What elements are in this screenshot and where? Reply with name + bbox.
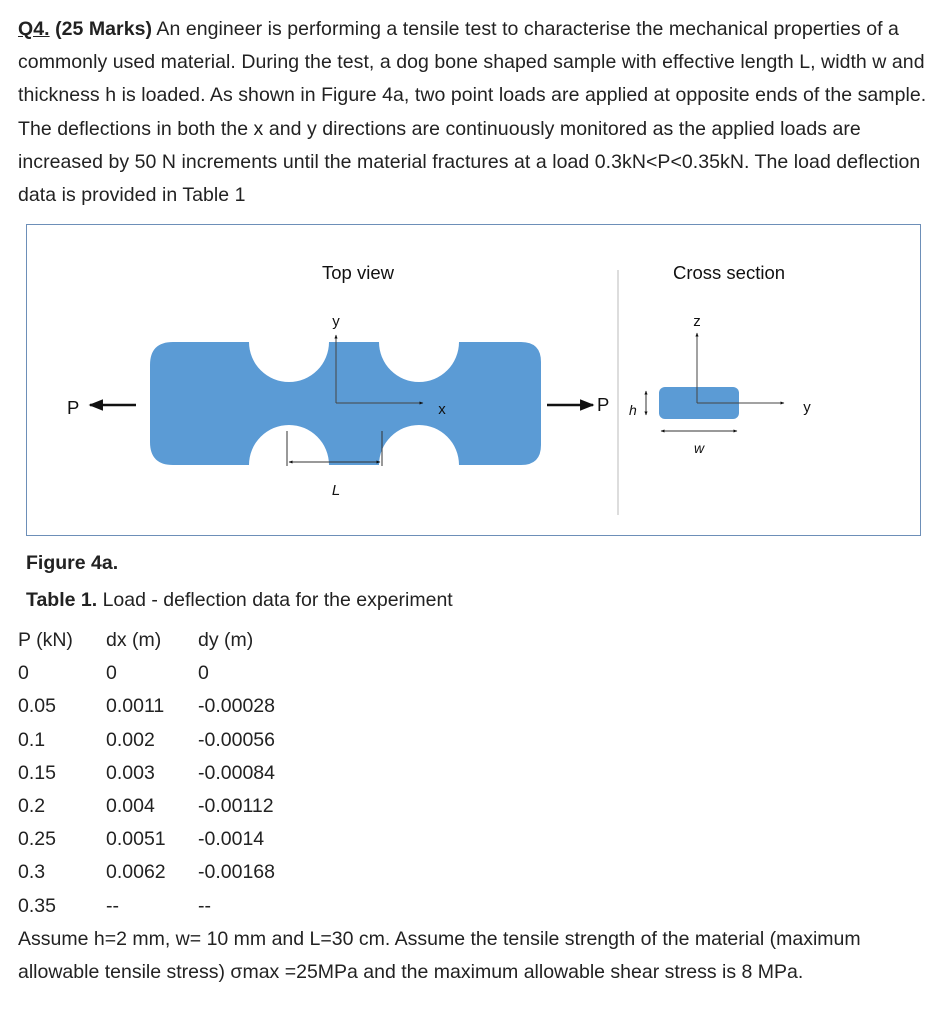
load-p-right: P — [597, 394, 610, 415]
cell-p: 0.2 — [18, 795, 46, 818]
y-axis-label: y — [332, 313, 340, 330]
cell-dx: 0.0062 — [106, 861, 166, 884]
table-row — [18, 823, 318, 856]
top-view-title: Top view — [322, 262, 394, 283]
table-header-row — [18, 624, 318, 657]
table-row — [18, 657, 318, 690]
figure-caption — [26, 551, 118, 575]
cell-p: 0.05 — [18, 695, 56, 718]
table-caption — [26, 588, 453, 612]
table-row — [18, 690, 318, 723]
cell-dy: -- — [198, 894, 211, 917]
table-row — [18, 890, 318, 923]
z-axis-label: z — [693, 313, 701, 330]
cell-dy: -0.00028 — [198, 695, 275, 718]
l-dimension-label: L — [331, 482, 341, 499]
cell-p: 0.35 — [18, 894, 56, 917]
header-dy: dy (m) — [198, 629, 254, 652]
y-cross-axis-label: y — [803, 399, 811, 416]
assumption-text: Assume h=2 mm, w= 10 mm and L=30 cm. Assume the tensile strength of the material (maximum allowable tensile stress) σmax =25MPa and the maximum allowable shear stress is 8 MPa. — [18, 928, 861, 984]
cell-dx: -- — [106, 894, 119, 917]
question-text — [18, 13, 933, 212]
figure-caption-text: Figure 4a. — [26, 552, 119, 574]
h-dimension-label: h — [629, 402, 637, 418]
cell-dy: 0 — [198, 662, 209, 685]
cell-dx: 0.003 — [106, 761, 155, 784]
cell-dy: -0.0014 — [198, 828, 265, 851]
question-body: An engineer is performing a tensile test to characterise the mechanical properties of a commonly used material. During the test, a dog bone shaped sample with effective length L, width w and thickness h is loaded. As shown in Figure 4a, two point loads are applied at opposite ends of the sample. The deflections in both the x and y directions are continuously monitored as the applied loads are increased by 50 N increments until the material fractures at a load 0.3kN<P<0.35kN. The load deflection data is provided in Table 1 — [18, 18, 927, 207]
question-marks: (25 Marks) — [55, 18, 153, 40]
cell-p: 0.25 — [18, 828, 56, 851]
table-row — [18, 757, 318, 790]
x-axis-label: x — [438, 401, 446, 418]
cell-dy: -0.00168 — [198, 861, 275, 884]
figure-svg — [27, 225, 922, 537]
table-row — [18, 724, 318, 757]
header-p: P (kN) — [18, 629, 73, 652]
cell-p: 0.1 — [18, 728, 46, 751]
load-deflection-table — [18, 624, 318, 923]
cell-dy: -0.00084 — [198, 761, 275, 784]
cell-dx: 0.0051 — [106, 828, 166, 851]
table-row — [18, 856, 318, 889]
table-caption-bold: Table 1. — [26, 589, 98, 611]
w-dimension-label: w — [693, 440, 705, 456]
cell-p: 0 — [18, 662, 29, 685]
figure-4a — [26, 224, 921, 536]
cross-section-title: Cross section — [672, 262, 786, 283]
cell-dx: 0.004 — [106, 795, 155, 818]
cell-p: 0.3 — [18, 861, 46, 884]
table-row — [18, 790, 318, 823]
load-p-left: P — [67, 397, 80, 418]
header-dx: dx (m) — [106, 629, 162, 652]
cell-dy: -0.00056 — [198, 728, 275, 751]
question-number: Q4. — [18, 18, 50, 40]
cell-dx: 0.002 — [106, 728, 155, 751]
table-caption-text: Load - deflection data for the experiment — [97, 589, 453, 611]
cell-p: 0.15 — [18, 761, 56, 784]
cell-dy: -0.00112 — [198, 795, 274, 818]
cell-dx: 0.0011 — [106, 695, 165, 718]
cell-dx: 0 — [106, 662, 117, 685]
